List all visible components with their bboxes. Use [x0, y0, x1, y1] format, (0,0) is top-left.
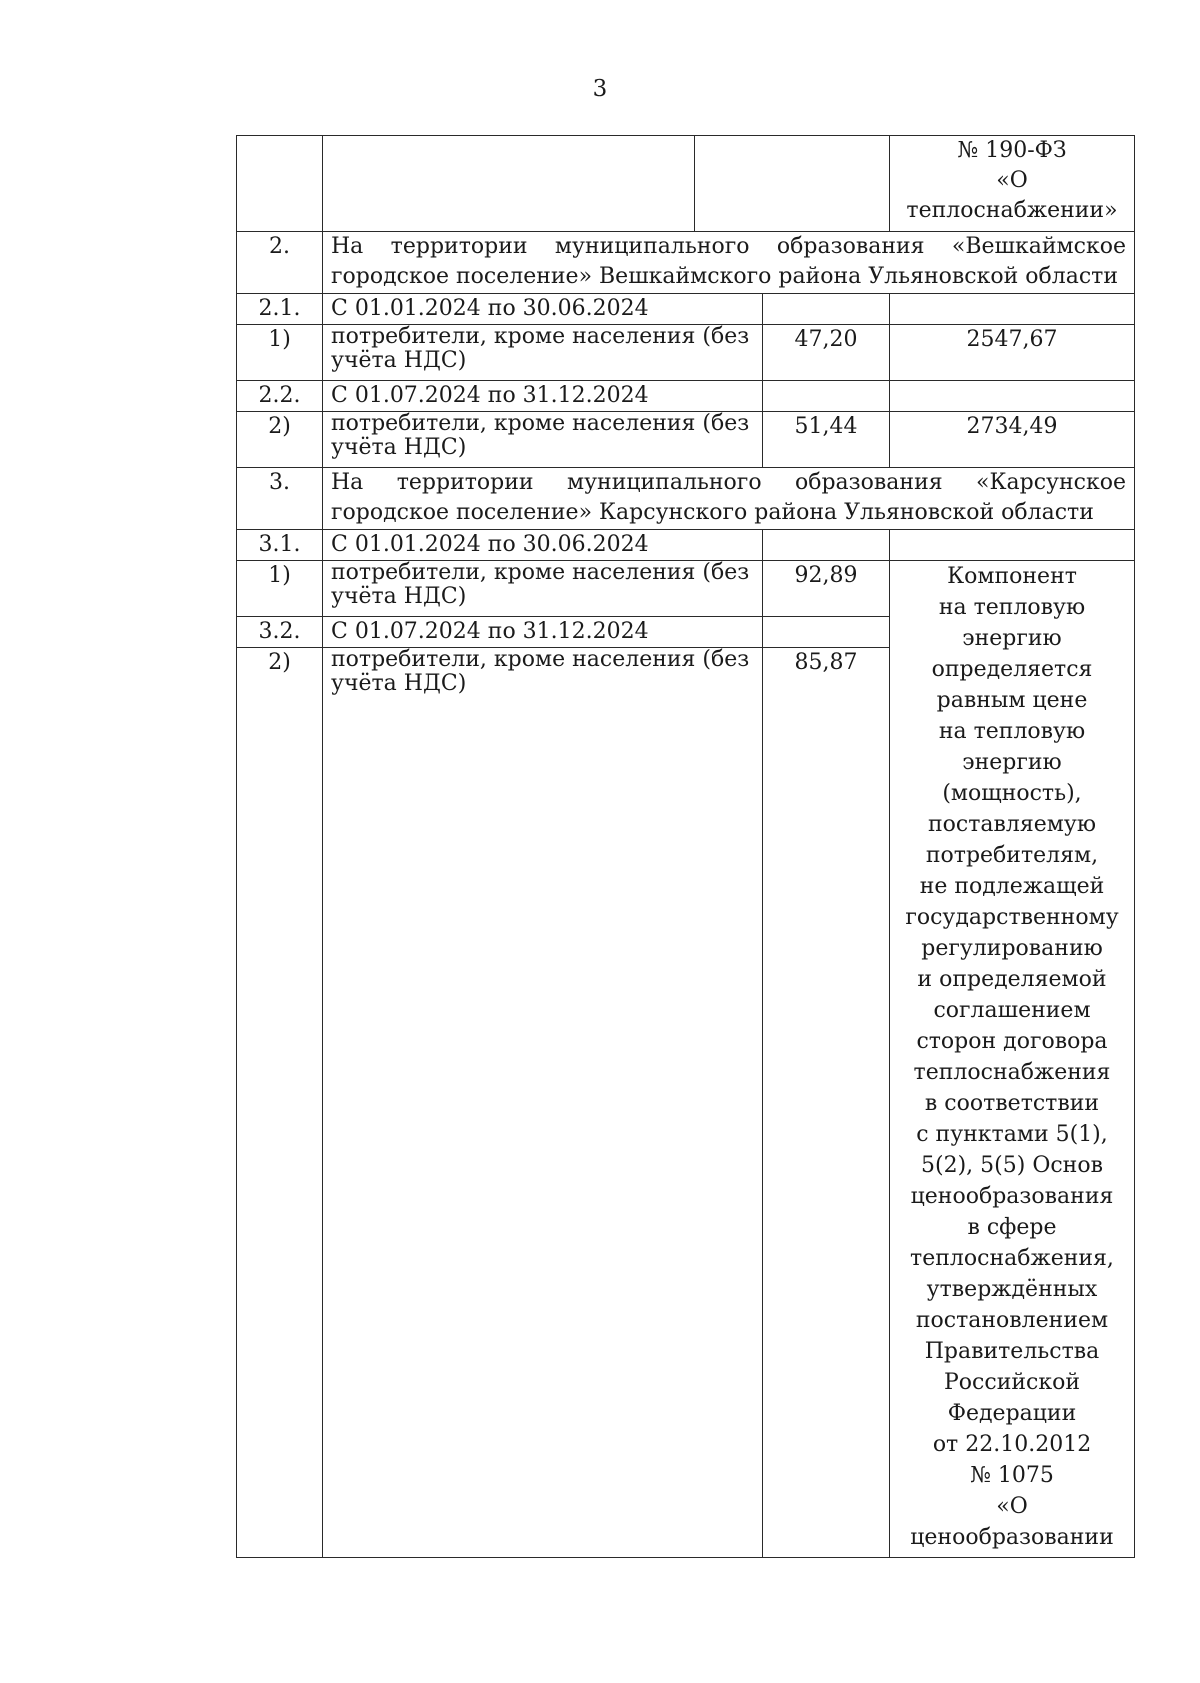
cell-empty — [763, 617, 890, 648]
table-row — [237, 530, 1135, 561]
cell-empty — [695, 136, 890, 232]
item-label: потребители, кроме населения (без учёта НДС) — [323, 325, 763, 381]
component-note: Компонент на тепловую энергию определяется равным цене на тепловую энергию (мощность), поставляемую потребителям, не подлежащей государственному регулированию и определяемой соглашением сторон договора теплоснабжения в соответствии с пунктами 5(1), 5(2), 5(5) Основ ценообразования в сфере теплоснабжения, утверждённых постановлением Правительства Российской Федерации от 22.10.2012 № 1075 «О ценообразовании — [890, 561, 1135, 1558]
section-number: 3. — [237, 468, 323, 530]
item-number: 1) — [237, 325, 323, 381]
section-title — [323, 468, 1135, 530]
item-number: 2) — [237, 412, 323, 468]
period-label: С 01.07.2024 по 31.12.2024 — [323, 381, 763, 412]
cell-empty — [890, 294, 1135, 325]
table-row — [237, 468, 1135, 530]
section-title-line2: городское поселение» Карсунского района Ульяновской области — [331, 500, 1094, 525]
item-label: потребители, кроме населения (без учёта НДС) — [323, 561, 763, 617]
item-label: потребители, кроме населения (без учёта НДС) — [323, 412, 763, 468]
period-number: 2.2. — [237, 381, 323, 412]
table-row — [237, 325, 1135, 381]
item-number: 2) — [237, 648, 323, 1558]
tariff-value: 51,44 — [763, 412, 890, 468]
table-row — [237, 561, 1135, 617]
period-label: С 01.01.2024 по 30.06.2024 — [323, 294, 763, 325]
section-title-line2: городское поселение» Вешкаймского района Ульяновской области — [331, 264, 1118, 289]
law-reference: № 190-ФЗ «О теплоснабжении» — [890, 136, 1135, 232]
cell-empty — [763, 530, 890, 561]
table-row — [237, 232, 1135, 294]
table-row — [237, 136, 1135, 232]
cell-empty — [323, 136, 695, 232]
cell-empty — [763, 381, 890, 412]
tariff-value: 92,89 — [763, 561, 890, 617]
section-title — [323, 232, 1135, 294]
table-row — [237, 381, 1135, 412]
section-number: 2. — [237, 232, 323, 294]
section-title-line1: На территории муниципального образования «Вешкаймское — [331, 234, 1126, 259]
cell-empty — [763, 294, 890, 325]
section-title-line1: На территории муниципального образования «Карсунское — [331, 470, 1126, 495]
page-number: 3 — [592, 76, 608, 102]
tariff-value: 47,20 — [763, 325, 890, 381]
tariff-table — [236, 135, 1135, 1558]
period-label: С 01.01.2024 по 30.06.2024 — [323, 530, 763, 561]
cell-empty — [237, 136, 323, 232]
period-number: 3.1. — [237, 530, 323, 561]
cell-empty — [890, 530, 1135, 561]
tariff-value: 85,87 — [763, 648, 890, 1558]
item-label: потребители, кроме населения (без учёта НДС) — [323, 648, 763, 1558]
component-value: 2547,67 — [890, 325, 1135, 381]
period-number: 2.1. — [237, 294, 323, 325]
period-label: С 01.07.2024 по 31.12.2024 — [323, 617, 763, 648]
cell-empty — [890, 381, 1135, 412]
period-number: 3.2. — [237, 617, 323, 648]
table-row — [237, 412, 1135, 468]
table-row — [237, 294, 1135, 325]
item-number: 1) — [237, 561, 323, 617]
component-value: 2734,49 — [890, 412, 1135, 468]
